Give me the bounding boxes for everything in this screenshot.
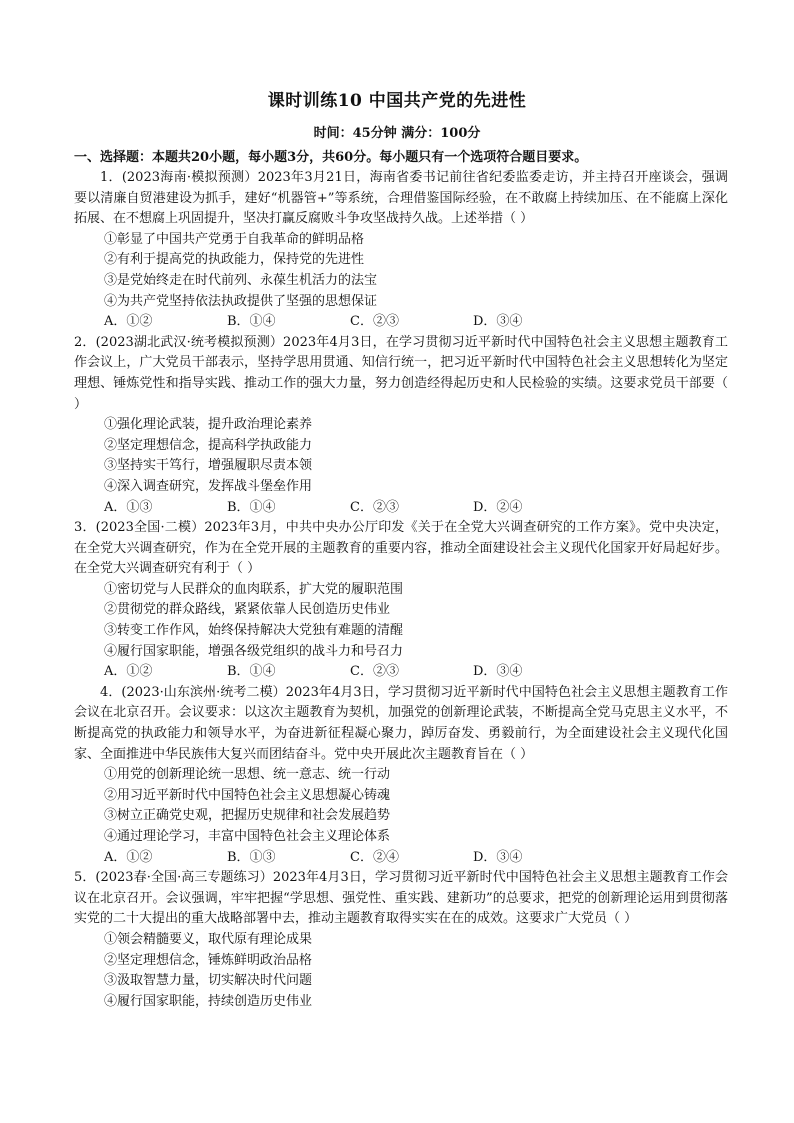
exam-meta: 时间：45分钟 满分：100分 <box>313 126 481 141</box>
statement-2: ②有利于提高党的执政能力，保持党的先进性 <box>104 252 365 268</box>
statement-3: ③树立正确党史观，把握历史规律和社会发展趋势 <box>104 808 391 824</box>
choice-d: D．②④ <box>473 499 523 515</box>
statement-3: ③坚持实干笃行，增强履职尽责本领 <box>104 458 313 474</box>
statement-2: ②用习近平新时代中国特色社会主义思想凝心铸魂 <box>104 787 391 803</box>
question-3 <box>74 518 728 683</box>
statement-4: ④通过理论学习，丰富中国特色社会主义理论体系 <box>104 829 391 844</box>
choice-c: C．②④ <box>350 849 399 865</box>
choice-a: A．①③ <box>104 499 153 515</box>
statement-2: ②坚定理想信念，提高科学执政能力 <box>104 437 313 453</box>
answer-choices <box>104 662 728 683</box>
choice-a: A．①② <box>104 664 153 680</box>
choice-a: A．①② <box>104 314 153 330</box>
choice-d: D．③④ <box>473 849 523 865</box>
statement-1: ①用党的创新理论统一思想、统一意志、统一行动 <box>104 767 391 783</box>
statement-4: ④为共产党坚持依法执政提供了坚强的思想保证 <box>104 293 378 309</box>
answer-choices <box>104 498 728 519</box>
answer-choices <box>104 848 728 869</box>
choice-c: C．②③ <box>350 664 399 680</box>
choice-c: C．②③ <box>350 499 399 515</box>
choice-b: B．①④ <box>227 664 276 680</box>
question-stem: 3．(2023全国·二模）2023年3月，中共中央办公厅印发《关于在全党大兴调查研究的工作方案》。党中央决定，在全党大兴调查研究，作为在全党开展的主题教育的重要内容，推动全面建设社会主义现代化国家开好局起好步。在全党大兴调查研究有利于（ ） <box>74 520 728 577</box>
statement-1: ①密切党与人民群众的血肉联系，扩大党的履职范围 <box>104 581 404 597</box>
question-stem: 1．(2023海南·模拟预测）2023年3月21日，海南省委书记前往省纪委监委走访，并主持召开座谈会，强调要以清廉自贸港建设为抓手，建好“机器管+”等系统，合理借鉴国际经验，在不敢腐上持续加压、在不能腐上深化拓展、在不想腐上巩固提升，坚决打赢反腐败斗争攻坚战持久战。上述举措（ ） <box>74 170 728 227</box>
choice-a: A．①② <box>104 849 153 865</box>
statement-2: ②贯彻党的群众路线，紧紧依靠人民创造历史伟业 <box>104 602 391 618</box>
question-5 <box>74 868 728 1012</box>
choice-c: C．②③ <box>350 314 399 330</box>
choice-d: D．③④ <box>473 664 523 680</box>
statement-4: ④深入调查研究，发挥战斗堡垒作用 <box>104 478 313 494</box>
statement-3: ③转变工作作风，始终保持解决大党独有难题的清醒 <box>104 623 404 639</box>
question-2 <box>74 333 728 518</box>
choice-b: B．①④ <box>227 499 276 515</box>
question-stem: 4．(2023·山东滨州·统考二模）2023年4月3日，学习贯彻习近平新时代中国特色社会主义思想主题教育工作会议在北京召开。会议要求：以这次主题教育为契机，加强党的创新理论武装，不断提高全党马克思主义水平，不断提高党的执政能力和领导水平，为奋进新征程凝心聚力，踔厉奋发、勇毅前行，为全面建设社会主义现代化国家、全面推进中华民族伟大复兴而团结奋斗。党中央开展此次主题教育旨在（ ） <box>74 684 728 762</box>
statement-2: ②坚定理想信念，锤炼鲜明政治品格 <box>104 952 313 968</box>
statement-4: ④履行国家职能，持续创造历史伟业 <box>104 993 313 1009</box>
question-list <box>74 168 728 1012</box>
statement-1: ①领会精髓要义，取代原有理论成果 <box>104 931 313 947</box>
question-stem: 2．(2023湖北武汉·统考模拟预测）2023年4月3日，在学习贯彻习近平新时代中国特色社会主义思想主题教育工作会议上，广大党员干部表示，坚持学思用贯通、知信行统一，把习近平新时代中国特色社会主义思想转化为坚定理想、锤炼党性和指导实践、推动工作的强大力量，努力创造经得起历史和人民检验的实绩。这要求党员干部要（ ） <box>74 334 728 412</box>
question-4 <box>74 683 728 868</box>
page-title: 课时训练10 中国共产党的先进性 <box>267 91 527 111</box>
statement-1: ①强化理论武装，提升政治理论素养 <box>104 417 313 433</box>
choice-d: D．③④ <box>473 314 523 330</box>
statement-3: ③汲取智慧力量，切实解决时代问题 <box>104 973 313 989</box>
answer-choices <box>104 312 728 333</box>
choice-b: B．①③ <box>227 849 276 865</box>
statement-4: ④履行国家职能，增强各级党组织的战斗力和号召力 <box>104 643 404 659</box>
section-heading: 一、选择题：本题共20小题，每小题3分，共60分。每小题只有一个选项符合题目要求。 <box>74 150 588 165</box>
statement-1: ①彰显了中国共产党勇于自我革命的鲜明品格 <box>104 231 365 247</box>
choice-b: B．①④ <box>227 314 276 330</box>
question-1 <box>74 168 728 333</box>
statement-3: ③是党始终走在时代前列、永葆生机活力的法宝 <box>104 272 378 288</box>
question-stem: 5．(2023春·全国·高三专题练习）2023年4月3日，学习贯彻习近平新时代中国特色社会主义思想主题教育工作会议在北京召开。会议强调，牢牢把握“学思想、强党性、重实践、建新功”的总要求，把党的创新理论运用到贯彻落实党的二十大提出的重大战略部署中去，推动主题教育取得实实在在的成效。这要求广大党员（ ） <box>74 870 728 927</box>
